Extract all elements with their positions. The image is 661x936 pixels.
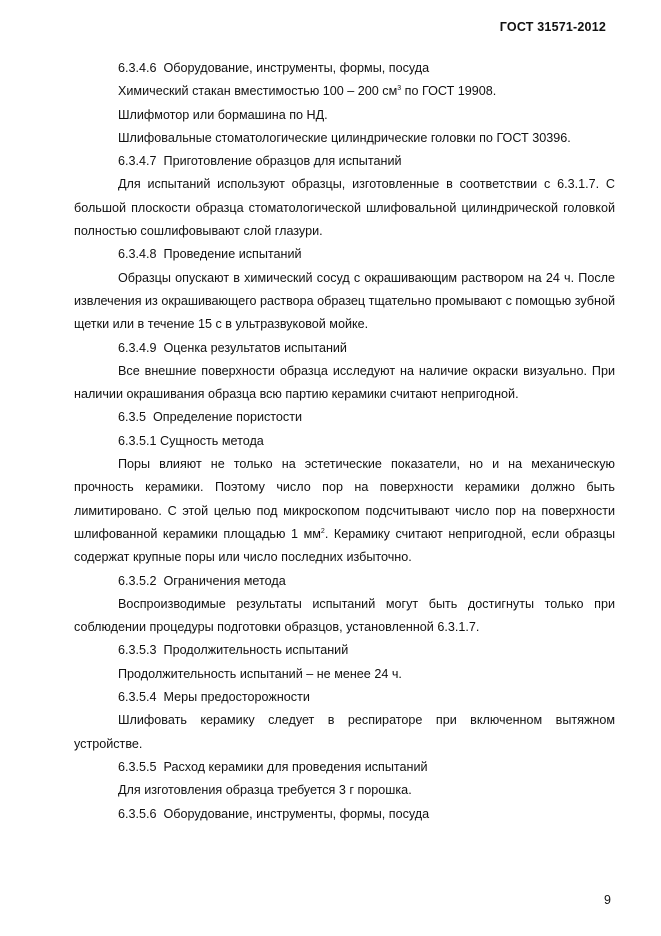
- document-header: ГОСТ 31571-2012: [499, 20, 606, 34]
- body-paragraph: Все внешние поверхности образца исследуют на наличие окраски визуально. При наличии окрашивания образца всю партию керамики считают непригодной.: [74, 363, 615, 402]
- section-heading: 6.3.5.3 Продолжительность испытаний: [118, 643, 349, 658]
- section-heading: 6.3.4.9 Оценка результатов испытаний: [118, 340, 347, 355]
- superscript: 3: [397, 85, 402, 93]
- body-paragraph: Продолжительность испытаний – не менее 24 ч.: [118, 666, 402, 681]
- text-run: Поры влияют не только на эстетические показатели, но и на механическую прочность керамики. Поэтому число пор на поверхности керамики должно быть лимитировано. С этой целью под микроскопом подсчитывают число пор на поверхности шлифованной керамики площадью 1 мм: [74, 457, 615, 541]
- section-heading: 6.3.4.8 Проведение испытаний: [118, 247, 302, 262]
- section-heading: 6.3.5 Определение пористости: [118, 410, 303, 425]
- body-paragraph: Шлифовать керамику следует в респираторе при включенном вытяжном устройстве.: [74, 713, 615, 751]
- section-heading: 6.3.5.2 Ограничения метода: [118, 573, 286, 588]
- body-paragraph: Образцы опускают в химический сосуд с окрашивающим раствором на 24 ч. После извлечения из окрашивающего раствора образец тщательно промывают с помощью зубной щетки или в течение 15 с в ультразвуковой мойке.: [74, 270, 615, 332]
- body-paragraph: Воспроизводимые результаты испытаний могут быть достигнуты только при соблюдении процедуры подготовки образцов, установленной 6.3.1.7.: [74, 596, 615, 635]
- section-heading: 6.3.5.1 Сущность метода: [118, 433, 264, 448]
- text-run: . Керамику считают непригодной, если образцы содержат крупные поры или число последних избыточно.: [74, 526, 615, 565]
- page-number: 9: [604, 893, 611, 907]
- section-heading: 6.3.5.5 Расход керамики для проведения испытаний: [118, 759, 428, 774]
- body-paragraph: Шлифовальные стоматологические цилиндрические головки по ГОСТ 30396.: [118, 130, 571, 145]
- section-heading: 6.3.4.7 Приготовление образцов для испытаний: [118, 154, 402, 169]
- body-paragraph: Для испытаний используют образцы, изготовленные в соответствии с 6.3.1.7. С большой плоскости образца стоматологической шлифовальной цилиндрической головкой полностью сошлифовывают слой глазури.: [74, 177, 615, 239]
- text-run: по ГОСТ 19908.: [401, 84, 497, 99]
- body-paragraph: Шлифмотор или бормашина по НД.: [118, 107, 328, 122]
- superscript: 2: [320, 527, 325, 535]
- section-heading: 6.3.4.6 Оборудование, инструменты, формы, посуда: [118, 61, 430, 75]
- text-run: Химический стакан вместимостью 100 – 200 см: [118, 84, 398, 99]
- body-paragraph: [74, 80, 615, 103]
- body-paragraph: Для изготовления образца требуется 3 г порошка.: [118, 783, 412, 798]
- page-body: [74, 57, 615, 826]
- body-paragraph: [74, 453, 615, 569]
- section-heading: 6.3.5.4 Меры предосторожности: [118, 690, 310, 705]
- section-heading: 6.3.5.6 Оборудование, инструменты, формы, посуда: [118, 806, 430, 821]
